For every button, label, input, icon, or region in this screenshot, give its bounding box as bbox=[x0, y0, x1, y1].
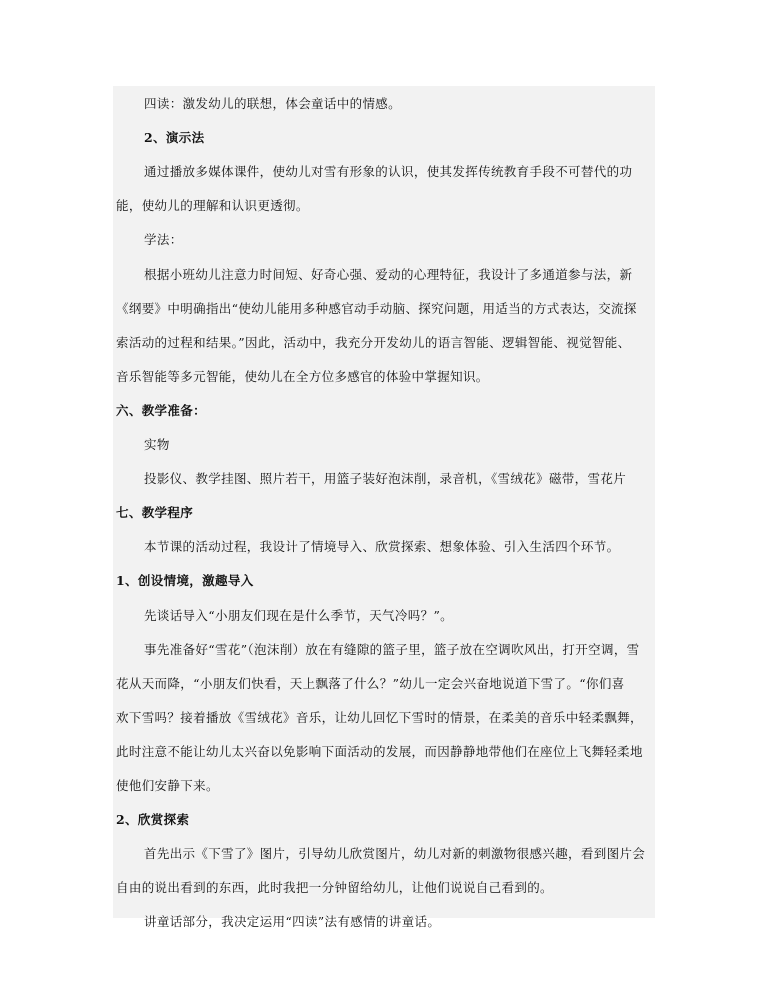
text-line: 音乐智能等多元智能，使幼儿在全方位多感官的体验中掌握知识。 bbox=[116, 368, 489, 384]
text-line: 自由的说出看到的东西，此时我把一分钟留给幼儿，让他们说说自己看到的。 bbox=[116, 880, 553, 896]
text-line: 《纲要》中明确指出“使幼儿能用多种感官动手动脑、探究问题，用适当的方式表达，交流探 bbox=[116, 300, 637, 316]
text-line: 使他们安静下来。 bbox=[116, 778, 219, 793]
text-line: 实物 bbox=[144, 437, 170, 452]
text-line: 事先准备好“雪花”（泡沫削）放在有缝隙的篮子里，篮子放在空调吹风出，打开空调，雪 bbox=[144, 641, 640, 657]
text-line: 首先出示《下雪了》图片，引导幼儿欣赏图片，幼儿对新的刺激物很感兴趣，看到图片会 bbox=[144, 846, 646, 862]
text-line: 先谈话导入“小朋友们现在是什么季节，天气冷吗？”。 bbox=[144, 607, 454, 623]
text-line: 讲童话部分，我决定运用“四读”法有感情的讲童话。 bbox=[144, 914, 441, 930]
text-line: 根据小班幼儿注意力时间短、好奇心强、爱动的心理特征，我设计了多通道参与法，新 bbox=[144, 266, 633, 282]
text-line: 索活动的过程和结果。”因此，活动中，我充分开发幼儿的语言智能、逻辑智能、视觉智能、 bbox=[116, 334, 631, 350]
section-heading: 2、欣赏探索 bbox=[116, 812, 190, 828]
text-line: 四读：激发幼儿的联想，体会童话中的情感。 bbox=[144, 96, 402, 111]
section-heading: 六、教学准备： bbox=[116, 402, 206, 418]
text-line: 花从天而降，“小朋友们快看，天上飘落了什么？”幼儿一定会兴奋地说道下雪了。“你们喜 bbox=[116, 675, 625, 691]
section-heading: 2、演示法 bbox=[144, 130, 205, 146]
section-heading: 七、教学程序 bbox=[116, 505, 194, 521]
text-line: 能，使幼儿的理解和认识更透彻。 bbox=[116, 198, 309, 214]
text-line: 通过播放多媒体课件，使幼儿对雪有形象的认识，使其发挥传统教育手段不可替代的功 bbox=[144, 164, 633, 180]
text-line: 本节课的活动过程，我设计了情境导入、欣赏探索、想象体验、引入生活四个环节。 bbox=[144, 539, 620, 555]
text-line: 学法： bbox=[144, 232, 183, 248]
section-heading: 1、创设情境，激趣导入 bbox=[116, 573, 254, 589]
text-line: 欢下雪吗？接着播放《雪绒花》音乐，让幼儿回忆下雪时的情景，在柔美的音乐中轻柔飘舞， bbox=[116, 709, 643, 725]
text-line: 此时注意不能让幼儿太兴奋以免影响下面活动的发展，而因静静地带他们在座位上飞舞轻柔地 bbox=[116, 743, 643, 759]
text-line: 投影仪、教学挂图、照片若干，用篮子装好泡沫削，录音机，《雪绒花》磁带，雪花片 bbox=[144, 471, 627, 487]
